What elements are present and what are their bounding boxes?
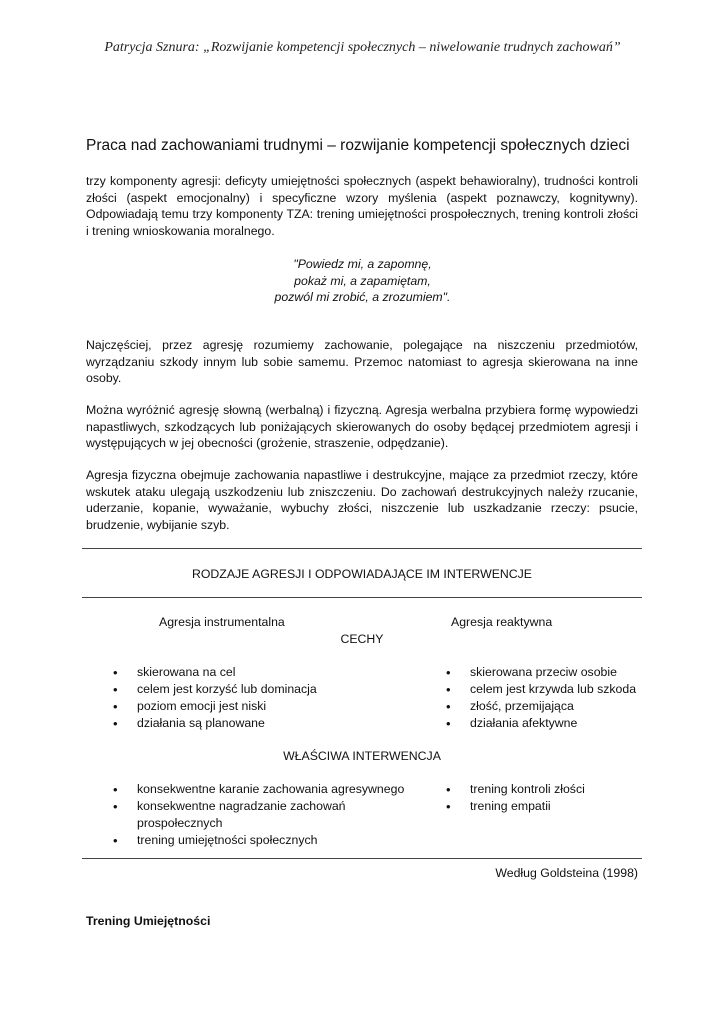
interventions-list-instrumental bbox=[113, 781, 413, 849]
table-header-rule bbox=[82, 597, 642, 598]
intervention-label: WŁAŚCIWA INTERWENCJA bbox=[283, 749, 441, 763]
interventions-list-reactive bbox=[446, 781, 646, 815]
column-header-instrumental: Agresja instrumentalna bbox=[159, 615, 285, 629]
list-item: • złość, przemijająca bbox=[446, 698, 646, 715]
paragraph-verbal-aggression: Można wyróżnić agresję słowną (werbalną) i fizyczną. Agresja werbalna przybiera formę wypowiedzi napastliwych, szkodzących lub poniżających skierowanych do osoby będącej przedmiotem agresji i występujących w jej obecności (grożenie, straszenie, odpędzanie). bbox=[86, 403, 638, 450]
list-item: • konsekwentne nagradzanie zachowań prospołecznych bbox=[113, 798, 352, 832]
list-item: • działania afektywne bbox=[446, 715, 646, 732]
quote-line: "Powiedz mi, a zapomnę, bbox=[293, 257, 432, 271]
quote-line: pokaż mi, a zapamiętam, bbox=[294, 273, 431, 288]
list-item: • trening umiejętności społecznych bbox=[113, 832, 413, 849]
paragraph-physical-aggression: Agresja fizyczna obejmuje zachowania napastliwe i destrukcyjne, mające za przedmiot rzeczy, które wskutek ataku ulegają uszkodzeniu lub zniszczeniu. Do zachowań destrukcyjnych należy rzucanie, uderzanie, kopanie, wyważanie, wybuchy złości, niszczenie lub uszkadzanie rzeczy: psucie, brudzenie, wybijanie szyb. bbox=[86, 468, 638, 532]
list-item: • działania są planowane bbox=[113, 715, 343, 732]
section-title: Praca nad zachowaniami trudnymi – rozwijanie kompetencji społecznych dzieci bbox=[86, 137, 630, 154]
source-citation: Według Goldsteina (1998) bbox=[495, 866, 638, 880]
list-item: • skierowana przeciw osobie bbox=[446, 664, 646, 681]
paragraph-aggression-definition: Najczęściej, przez agresję rozumiemy zachowanie, polegające na niszczeniu przedmiotów, wyrządzaniu szkody innym lub sobie samemu. Przemoc natomiast to agresja skierowana na inne osoby. bbox=[86, 338, 638, 385]
quote-line: pozwól mi zrobić, a zrozumiem". bbox=[274, 290, 451, 304]
page-header: Patrycja Sznura: „Rozwijanie kompetencji społecznych – niwelowanie trudnych zachowań” bbox=[104, 40, 621, 55]
intro-paragraph: trzy komponenty agresji: deficyty umiejętności społecznych (aspekt behawioralny), trudności kontroli złości (aspekt emocjonalny) i specyficzne wzory myślenia (aspekt poznawczy, kognitywny). Odpowiadają temu trzy komponenty TZA: trening umiejętności prospołecznych, trening kontroli złości i trening wnioskowania moralnego. bbox=[86, 174, 638, 238]
quote bbox=[0, 256, 725, 306]
table-title: RODZAJE AGRESJI I ODPOWIADAJĄCE IM INTERWENCJE bbox=[191, 567, 533, 581]
list-item: • trening kontroli złości bbox=[446, 781, 646, 798]
subheading: Trening Umiejętności bbox=[86, 914, 211, 928]
table-bottom-rule bbox=[82, 858, 642, 859]
list-item: • celem jest korzyść lub dominacja bbox=[113, 681, 343, 698]
list-item: • skierowana na cel bbox=[113, 664, 343, 681]
features-label: CECHY bbox=[340, 632, 384, 646]
table-top-rule bbox=[82, 548, 642, 549]
list-item: • konsekwentne karanie zachowania agresywnego bbox=[113, 781, 413, 798]
list-item: • trening empatii bbox=[446, 798, 646, 815]
column-header-reactive: Agresja reaktywna bbox=[451, 615, 553, 629]
list-item: • poziom emocji jest niski bbox=[113, 698, 343, 715]
list-item: • celem jest krzywda lub szkoda bbox=[446, 681, 646, 698]
features-list-reactive bbox=[446, 664, 646, 732]
features-list-instrumental bbox=[113, 664, 343, 732]
